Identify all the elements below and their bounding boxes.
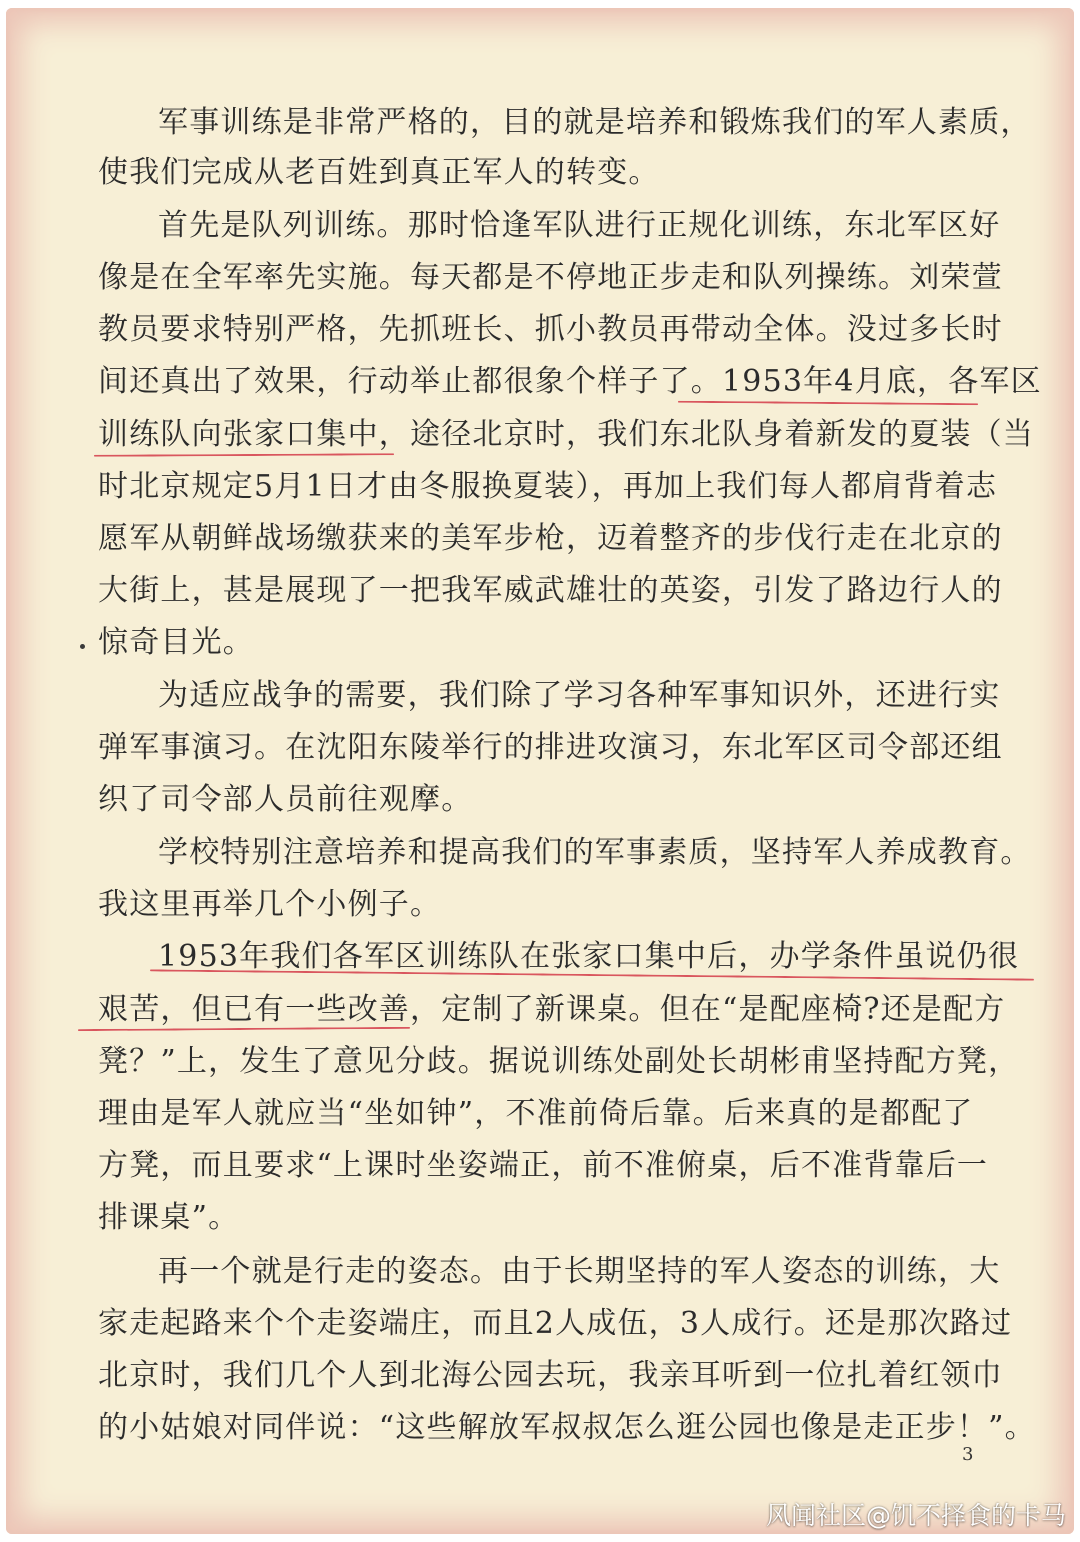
text-line-23: 再一个就是行走的姿态。由于长期坚持的军人姿态的训练，大 xyxy=(158,1254,1001,1289)
text-line-3: 首先是队列训练。那时恰逢军队进行正规化训练，东北军区好 xyxy=(158,208,1001,243)
text-line-19: 凳？”上，发生了意见分歧。据说训练处副处长胡彬甫坚持配方凳， xyxy=(98,1044,1020,1079)
text-line-13: 弹军事演习。在沈阳东陵举行的排进攻演习，东北军区司令部还组 xyxy=(98,730,1003,765)
page-number: 3 xyxy=(962,1444,974,1465)
text-line-26: 的小姑娘对同伴说：“这些解放军叔叔怎么逛公园也像是走正步！”。 xyxy=(98,1410,1036,1445)
text-line-16: 我这里再举几个小例子。 xyxy=(98,887,442,922)
text-line-17: 1953年我们各军区训练队在张家口集中后，办学条件虽说仍很 xyxy=(158,939,1020,974)
text-line-2: 使我们完成从老百姓到真正军人的转变。 xyxy=(98,155,660,190)
text-line-20: 理由是军人就应当“坐如钟”，不准前倚后靠。后来真的是都配了 xyxy=(98,1096,974,1131)
text-line-25: 北京时，我们几个人到北海公园去玩，我亲耳听到一位扎着红领巾 xyxy=(98,1358,1003,1393)
text-line-21: 方凳，而且要求“上课时坐姿端正，前不准俯桌，后不准背靠后一 xyxy=(98,1148,989,1183)
text-line-8: 时北京规定5月1日才由冬服换夏装），再加上我们每人都肩背着志 xyxy=(98,469,998,504)
text-line-15: 学校特别注意培养和提高我们的军事素质，坚持军人养成教育。 xyxy=(158,835,1032,870)
text-line-10: 大街上，甚是展现了一把我军威武雄壮的英姿，引发了路边行人的 xyxy=(98,573,1003,608)
stray-ink-dot xyxy=(80,644,85,649)
text-line-12: 为适应战争的需要，我们除了学习各种军事知识外，还进行实 xyxy=(158,678,1001,713)
text-line-7: 训练队向张家口集中，途径北京时，我们东北队身着新发的夏装（当 xyxy=(98,417,1034,452)
watermark: 风闻社区@饥不择食的卡马 xyxy=(765,1501,1066,1530)
text-line-14: 织了司令部人员前往观摩。 xyxy=(98,782,473,817)
text-line-4: 像是在全军率先实施。每天都是不停地正步走和队列操练。刘荣萱 xyxy=(98,260,1003,295)
text-line-1: 军事训练是非常严格的，目的就是培养和锻炼我们的军人素质， xyxy=(158,105,1032,140)
text-line-5: 教员要求特别严格，先抓班长、抓小教员再带动全体。没过多长时 xyxy=(98,312,1003,347)
text-line-22: 排课桌”。 xyxy=(98,1200,240,1235)
text-line-24: 家走起路来个个走姿端庄，而且2人成伍，3人成行。还是那次路过 xyxy=(98,1306,1013,1341)
text-line-9: 愿军从朝鲜战场缴获来的美军步枪，迈着整齐的步伐行走在北京的 xyxy=(98,521,1003,556)
text-line-18: 艰苦，但已有一些改善，定制了新课桌。但在“是配座椅?还是配方 xyxy=(98,992,1006,1027)
text-line-6: 间还真出了效果，行动举止都很象个样子了。1953年4月底，各军区 xyxy=(98,364,1042,399)
text-line-11: 惊奇目光。 xyxy=(98,625,254,660)
